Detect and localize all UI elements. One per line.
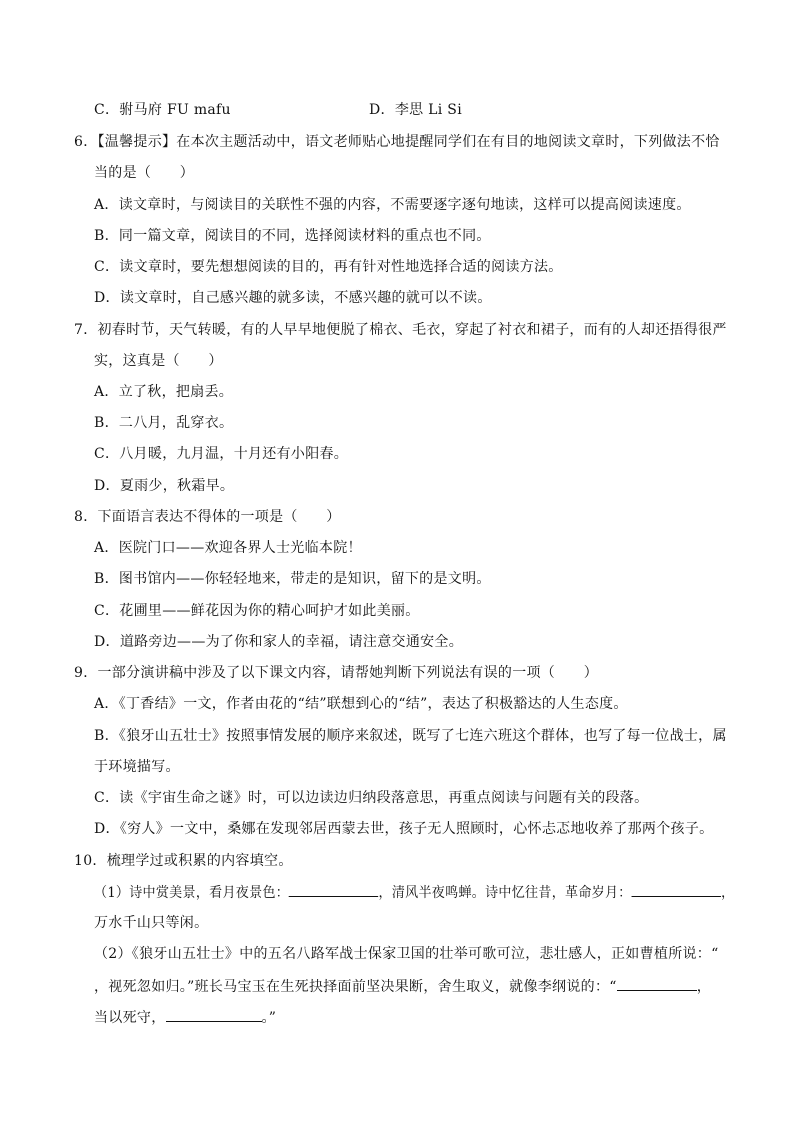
q8-option-a: A．医院门口——欢迎各界人士光临本院！ [94, 540, 362, 556]
q7-option-a: A．立了秋，把扇丢。 [94, 384, 234, 400]
q10-part2-line1: （2）《狼牙山五壮士》中的五名八路军战士保家卫国的壮举可歌可泣，悲壮感人，正如曹植所说：“ [94, 946, 719, 962]
q8-option-c: C．花圃里——鲜花因为你的精心呵护才如此美丽。 [94, 603, 420, 619]
q8-option-b: B．图书馆内——你轻轻地来，带走的是知识，留下的是文明。 [94, 571, 491, 587]
q10-part1-text-a: （1）诗中赏美景，看月夜景色： [94, 885, 290, 901]
q8-option-d: D．道路旁边——为了你和家人的幸福，请注意交通安全。 [94, 634, 464, 650]
q7-stem-line1: 7．初春时节，天气转暖，有的人早早地便脱了棉衣、毛衣，穿起了衬衣和裙子，而有的人却还捂得很严 [74, 322, 727, 338]
q10-part2-text-b: ， [696, 979, 712, 995]
q6-option-a: A．读文章时，与阅读目的关联性不强的内容，不需要逐字逐句地读，这样可以提高阅读速度。 [94, 197, 691, 213]
q9-option-b-line2: 于环境描写。 [94, 759, 180, 775]
q7-option-d: D．夏雨少，秋霜早。 [94, 478, 235, 494]
q6-option-b: B．同一篇文章，阅读目的不同，选择阅读材料的重点也不同。 [94, 228, 491, 244]
q10-part2-text-a: ，视死忽如归。”班长马宝玉在生死抉择面前坚决果断，舍生取义，就像李纲说的：“ [94, 979, 617, 995]
q7-option-b: B．二八月，乱穿衣。 [94, 415, 234, 431]
q10-part1-line2: 万水千山只等闲。 [94, 915, 209, 931]
q10-blank-2[interactable] [632, 882, 721, 897]
q9-option-b-line1: B．《狼牙山五壮士》按照事情发展的顺序来叙述，既写了七连六班这个群体，也写了每一位战士，属 [94, 728, 727, 744]
q10-part1-text-c: ， [721, 885, 735, 901]
q5-option-d: D．李思 Li Si [369, 102, 462, 118]
q10-blank-1[interactable] [289, 882, 378, 897]
q10-part1-line1 [94, 882, 734, 903]
q9-option-d: D．《穷人》一文中，桑娜在发现邻居西蒙去世，孩子无人照顾时，心怀忐忑地收养了那两个孩子。 [94, 821, 714, 837]
q6-option-d: D．读文章时，自己感兴趣的就多读，不感兴趣的就可以不读。 [94, 290, 492, 306]
q8-stem: 8．下面语言表达不得体的一项是（ ） [74, 509, 341, 525]
q6-stem-line2: 当的是（ ） [94, 165, 195, 181]
q10-part2-line3 [94, 1007, 276, 1028]
q7-stem-line2: 实，这真是（ ） [94, 353, 223, 369]
q10-blank-4[interactable] [617, 976, 697, 991]
q10-part2-line2 [94, 976, 711, 997]
q9-stem: 9．一部分演讲稿中涉及了以下课文内容，请帮她判断下列说法有误的一项（ ） [74, 665, 599, 681]
q6-stem-line1: 6．【温馨提示】在本次主题活动中，语文老师贴心地提醒同学们在有目的地阅读文章时，下列做法不恰 [74, 134, 720, 150]
q9-option-c: C．读《宇宙生命之谜》时，可以边读边归纳段落意思，再重点阅读与问题有关的段落。 [94, 790, 649, 806]
q10-blank-5[interactable] [166, 1007, 262, 1022]
q10-part2-text-d: 。” [261, 1010, 277, 1026]
q5-option-c: C．驸马府 FU mafu [94, 102, 231, 118]
q10-part2-text-c: 当以死守， [94, 1010, 166, 1026]
q10-stem: 10．梳理学过或积累的内容填空。 [74, 853, 293, 869]
q7-option-c: C．八月暖，九月温，十月还有小阳春。 [94, 446, 349, 462]
q9-option-a: A．《丁香结》一文，作者由花的“结”联想到心的“结”，表达了积极豁达的人生态度。 [94, 696, 628, 712]
q10-part1-text-b: ，清风半夜鸣蝉。诗中忆往昔，革命岁月： [378, 885, 632, 901]
q6-option-c: C．读文章时，要先想想阅读的目的，再有针对性地选择合适的阅读方法。 [94, 259, 563, 275]
